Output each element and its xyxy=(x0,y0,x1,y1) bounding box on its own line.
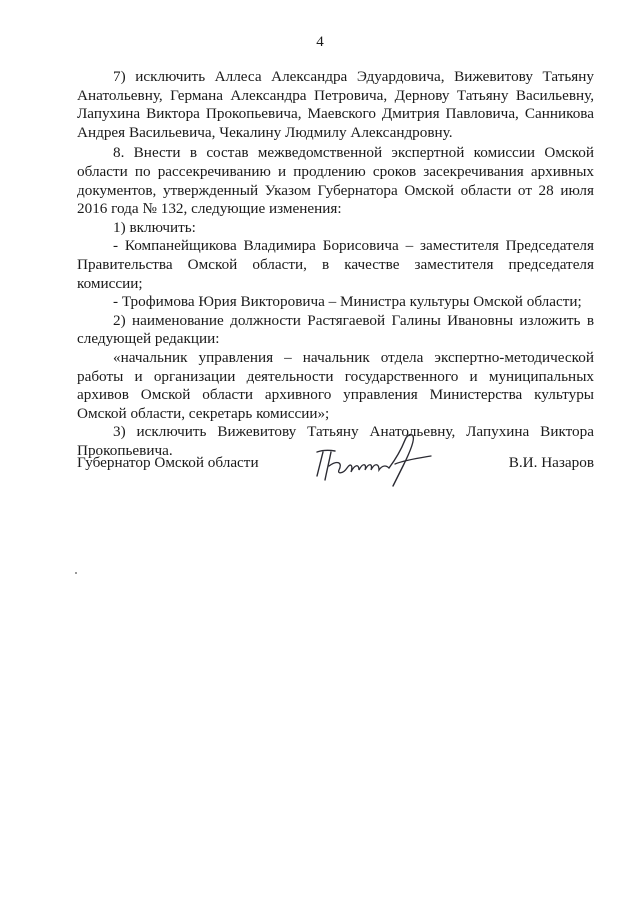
document-body xyxy=(77,68,594,460)
paragraph-new-position-text: «начальник управления – начальник отдела экспертно-методической работы и организации деятельности государственного и муниципальных архивов Омской области архивного управления Министерства культуры Омской области, секретарь комиссии»; xyxy=(77,348,594,422)
signer-title: Губернатор Омской области xyxy=(77,454,259,471)
margin-mark xyxy=(75,572,77,574)
page-number: 4 xyxy=(316,34,324,50)
paragraph-item-8-commission: 8. Внести в состав межведомственной экспертной комиссии Омской области по рассекречиванию и продлению сроков засекречивания архивных документов, утвержденный Указом Губернатора Омской области от 28 июля 2016 года № 132, следующие изменения: xyxy=(77,144,594,218)
paragraph-include-trofimov: - Трофимова Юрия Викторовича – Министра культуры Омской области; xyxy=(113,293,582,311)
handwritten-signature xyxy=(309,430,439,488)
signature-block xyxy=(77,430,594,490)
paragraph-item-7-exclude: 7) исключить Аллеса Александра Эдуардовича, Вижевитову Татьяну Анатольевну, Германа Александра Петровича, Дернову Татьяну Васильевну, Лапухина Виктора Прокопьевича, Маевского Дмитрия Павловича, Санникова Андрея Васильевича, Чекалину Людмилу Александровну. xyxy=(77,68,594,141)
paragraph-rename-position: 2) наименование должности Растягаевой Галины Ивановны изложить в следующей редакции: xyxy=(77,311,594,348)
paragraph-include-heading: 1) включить: xyxy=(113,218,196,236)
paragraph-exclude-members: 3) исключить Вижевитову Татьяну Анатольевну, Лапухина Виктора Прокопьевича. xyxy=(77,423,594,459)
paragraph-include-kompaneyshchikov: - Компанейщикова Владимира Борисовича – заместителя Председателя Правительства Омской области, в качестве заместителя председателя комиссии; xyxy=(77,237,594,292)
signer-name: В.И. Назаров xyxy=(508,454,594,471)
